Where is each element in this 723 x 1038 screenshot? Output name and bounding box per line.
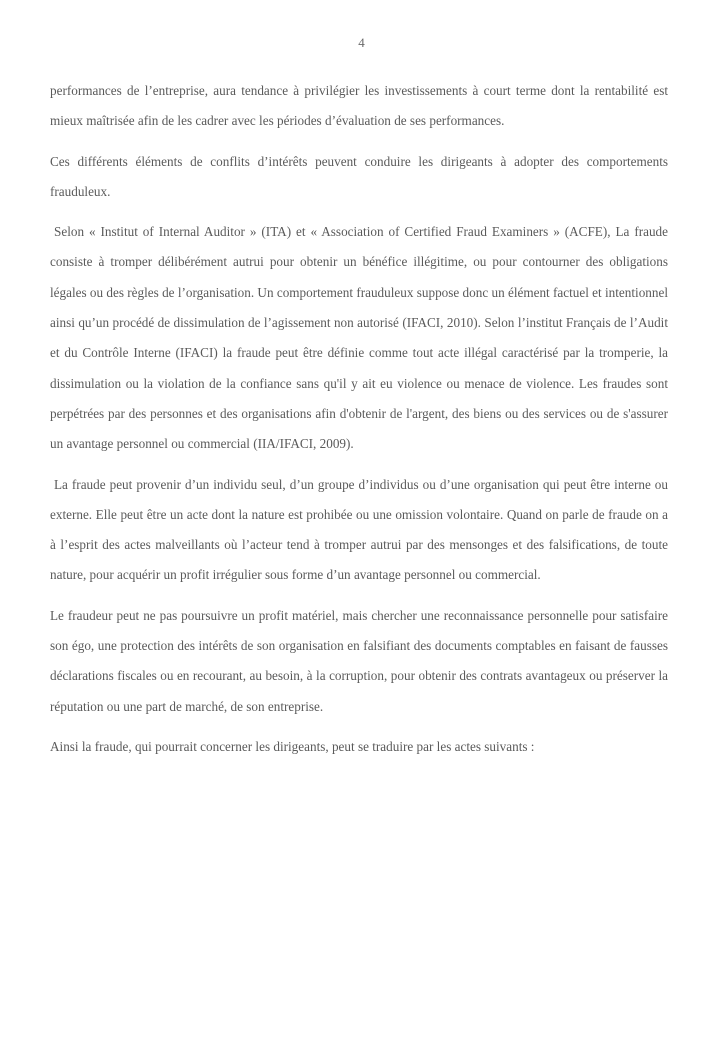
paragraph-conflicts: Ces différents éléments de conflits d’intérêts peuvent conduire les dirigeants à adopter des comportements frauduleux.: [50, 153, 668, 199]
paragraph-fraudster-motives: Le fraudeur peut ne pas poursuivre un profit matériel, mais chercher une reconnaissance personnelle pour satisfaire son égo, une protection des intérêts de son organisation en falsifiant des documents comptables en faisant de fausses déclarations fiscales ou en recourant, au besoin, à la corruption, pour obtenir des contrats avantageux ou préserver la réputation ou une part de marché, de son entreprise.: [50, 607, 668, 714]
paragraph-fraud-origin: La fraude peut provenir d’un individu seul, d’un groupe d’individus ou d’une organisation qui peut être interne ou externe. Elle peut être un acte dont la nature est prohibée ou une omission volontaire. Quand on parle de fraude on a à l’esprit des actes malveillants où l’acteur tend à tromper autrui par des mensonges et des falsifications, de toute nature, pour acquérir un profit irrégulier sous forme d’un avantage personnel ou commercial.: [50, 476, 668, 583]
paragraph-continuation: performances de l’entreprise, aura tendance à privilégier les investissements à court terme dont la rentabilité est mieux maîtrisée afin de les cadrer avec les périodes d’évaluation de ses performances.: [50, 83, 668, 129]
page-number: 4: [358, 35, 365, 50]
paragraph-fraud-definition: Selon « Institut of Internal Auditor » (ITA) et « Association of Certified Fraud Examiners » (ACFE), La fraude consiste à tromper délibérément autrui pour obtenir un bénéfice illégitime, ou pour contourner des obligations légales ou des règles de l’organisation. Un comportement frauduleux suppose donc un élément factuel et intentionnel ainsi qu’un procédé de dissimulation de l’agissement non autorisé (IFACI, 2010). Selon l’institut Français de l’Audit et du Contrôle Interne (IFACI) la fraude peut être définie comme tout acte illégal caractérisé par la tromperie, la dissimulation ou la violation de la confiance sans qu'il y ait eu violence ou menace de violence. Les fraudes sont perpétrées par des personnes et des organisations afin d'obtenir de l'argent, des biens ou des services ou de s'assurer un avantage personnel ou commercial (IIA/IFACI, 2009).: [50, 224, 668, 452]
document-body: [50, 76, 668, 762]
paragraph-fraud-acts-intro: Ainsi la fraude, qui pourrait concerner les dirigeants, peut se traduire par les actes suivants :: [50, 738, 535, 754]
